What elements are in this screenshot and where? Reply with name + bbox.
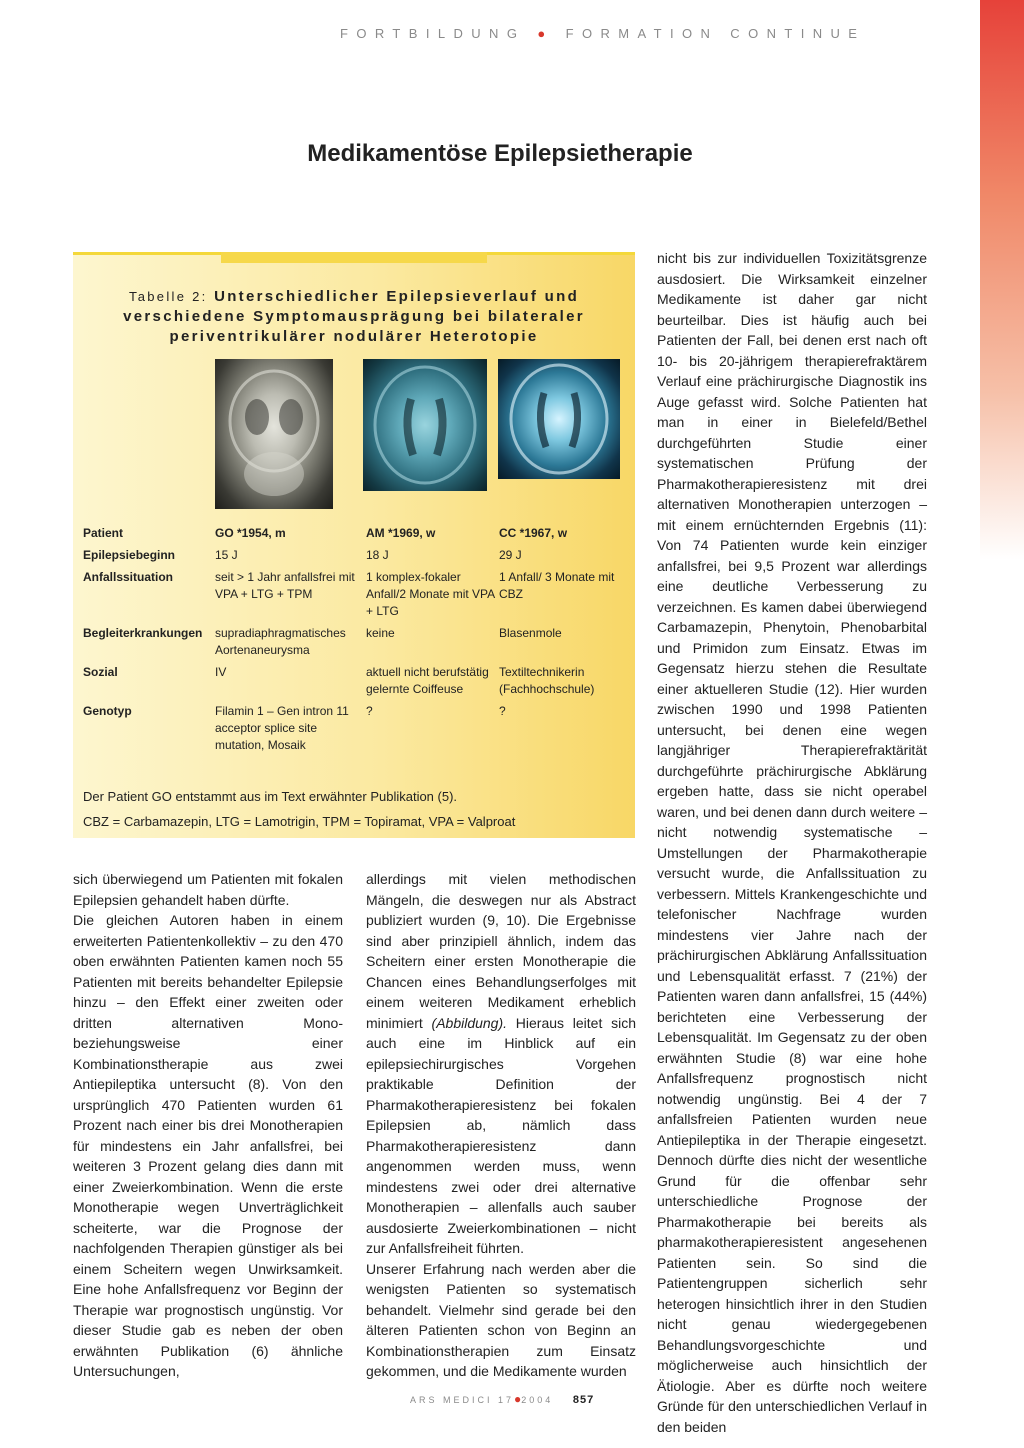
table-row [83,547,623,569]
table-cell: Filamin 1 – Gen intron 11 acceptor splice site mutation, Mosaik [215,704,349,752]
table-box [73,252,635,838]
table-caption [73,287,635,347]
figure-reference: (Abbildung). [431,1014,508,1031]
paragraph: nicht bis zur individuellen Toxizitätsgrenze ausdosiert. Die Wirksamkeit einzelner Medikamente ist daher gar nicht beurteilbar. Dies ist häufig auch bei Patienten der Fall, bei denen erst nach oft 10- bis 20-jährigem therapierefraktärem Verlauf eine prächirurgische Diagnostik ins Auge gefasst wird. Solche Patienten hat man in einer in Bielefeld/Bethel durchgeführten Studie einer systematischen Prüfung der Pharmakotherapieresistenz mit drei alternativen Monotherapien unterzogen – mit einem ernüchternden Ergebnis (11): Von 74 Patienten wurde kein einziger anfallsfrei, bei 9,5 Prozent war allerdings eine deutliche Verbesserung zu verzeichnen. Es kamen dabei überwiegend Carbamazepin, Phenytoin, Phenobarbital und Primidon zum Einsatz. Etwas im Gegensatz hierzu stehen die Resultate einer aktuelleren Studie (12). Hier wurden zwischen 1990 und 1998 Patienten untersucht, bei denen eine wegen langjähriger Therapierefraktärität durchgeführte prächirurgische Abklärung ergeben hatte, dass sie nicht operabel waren, und bei denen dann durch weitere – nicht notwendig systematische – Umstellungen der Pharmakotherapie versucht wurde, die Anfallssituation zu verbessern. Mittels Krankengeschichte und telefonischer Nachfrage wurden mindestens vier Jahre nach der prächirurgischen Abklärung Anfallssituation und Lebensqualität erfasst. 7 (21%) der Patienten waren dann anfallsfrei, 15 (44%) berichteten eine Verbesserung der Lebensqualität. Im Gegensatz zu der oben erwähnten Studie (8) war eine hohe Anfallsfrequenz prognostisch nicht notwendig ungünstig. Bei 4 der 7 anfallsfreien Patienten wurden neue Antiepileptika in der Therapie eingesetzt. Dennoch dürfte dies nicht der wesentliche Grund für die offenbar sehr unterschiedliche Prognose der Pharmakotherapie bei bereits als pharmakotherapieresistent angesehenen Patienten sein. So sind die Patientengruppen sicherlich sehr heterogen hinsichtlich ihrer in den Studien nicht genau wiedergegebenen Behandlungsvorgeschichte und möglicherweise auch hinsichtlich der Ätiologie. Aber es dürfte noch weitere Gründe für den unterschiedlichen Verlauf in den beiden [657,250,927,1435]
journal-year: 2004 [521,1395,554,1405]
table-cell: Genotyp [83,704,132,718]
table-header-cell: CC *1967, w [499,526,568,540]
mri-axial-image-2 [498,359,620,479]
table-cell: IV [215,665,227,679]
paragraph-text: allerdings mit vielen methodischen Mängeln, die deswegen nur als Abstract publiziert wurden (9, 10). Die Ergebnisse sind aber prinzipiell ähnlich, indem das Scheitern einer ersten Monotherapie die Chancen eines Behandlungserfolges mit einem weiteren Medikament erheblich minimiert [366,871,636,1031]
table-cell: 1 Anfall/ 3 Monate mit CBZ [499,570,615,601]
table-cell: keine [366,626,395,640]
page-number: 857 [572,1394,595,1406]
table-cell: ? [499,704,506,718]
table-cell: aktuell nicht berufstätig gelernte Coiffeuse [366,665,489,696]
text-column-right [657,248,927,1437]
paragraph [366,869,636,1259]
table-footnote-origin: Der Patient GO entstammt aus im Text erwähnter Publikation (5). [83,789,458,804]
table-header-row [83,525,623,547]
table-header-cell: AM *1969, w [366,526,436,540]
mri-axial-image [363,359,487,491]
table-row [83,664,623,703]
table-cell: Epilepsiebeginn [83,548,176,562]
paragraph: sich überwiegend um Patienten mit fokalen Epilepsien gehandelt haben dürfte. [73,871,343,908]
table-cell: 29 J [499,548,522,562]
text-column-left [73,869,343,1382]
bullet-dot-icon: ● [537,26,554,41]
table-caption-label: Tabelle 2: [128,289,208,304]
bullet-dot-icon: ● [514,1392,522,1406]
table-caption-text: Unterschiedlicher Epilepsieverlauf und verschiedene Symptomausprägung bei bilateraler periventrikulärer nodulärer Heterotopie [123,288,585,345]
table-header-cell: GO *1954, m [215,526,286,540]
text-column-middle [366,869,636,1382]
table-row [83,569,623,625]
patient-table [83,525,623,759]
table-tab-strip [221,252,487,263]
decorative-side-bar [980,0,1024,560]
article-title: Medikamentöse Epilepsietherapie [307,140,693,167]
table-cell: Sozial [83,665,118,679]
section-header-left: FORTBILDUNG [340,26,526,41]
table-header-cell: Patient [83,526,124,540]
table-cell: seit > 1 Jahr anfallsfrei mit VPA + LTG + TPM [215,570,355,601]
section-header-right: FORMATION CONTINUE [565,26,866,41]
table-row [83,703,623,759]
table-cell: Begleiterkrankungen [83,626,203,640]
page-footer [410,1392,594,1406]
table-cell: ? [366,704,373,718]
mri-coronal-image [215,359,333,509]
table-cell: Blasenmole [499,626,562,640]
paragraph-text: Hieraus leitet sich auch eine im Hinblick auf ein epilepsiechirurgisches Vorgehen praktikable Definition der Pharmakotherapieresistenz bei fokalen Epilepsien ab, nämlich dass Pharmakotherapieresistenz dann angenommen werden muss, wenn mindestens zwei oder drei alternative Monotherapien – allenfalls auch sauber ausdosierte Zweierkombinationen – nicht zur Anfallsfreiheit führten. [366,1014,636,1256]
table-cell: 1 komplex-fokaler Anfall/2 Monate mit VPA + LTG [366,570,495,618]
table-footnote-abbreviations: CBZ = Carbamazepin, LTG = Lamotrigin, TPM = Topiramat, VPA = Valproat [83,814,516,829]
journal-name: ARS MEDICI 17 [410,1395,515,1405]
table-cell: supradiaphragmatisches Aortenaneurysma [215,626,346,657]
section-header [340,26,940,41]
table-cell: 18 J [366,548,389,562]
table-cell: Anfallssituation [83,570,174,584]
table-row [83,625,623,664]
paragraph: Die gleichen Autoren haben in einem erweiterten Patientenkollektiv – zu den 470 oben erwähnten Patienten kamen noch 55 Patienten mit bereits behandelter Epilepsie hinzu – den Effekt einer zweiten oder dritten alternativen Mono- beziehungsweise einer Kombinationstherapie aus zwei Antiepileptika untersucht (8). Von den ursprünglich 470 Patienten wurden 61 Prozent nach einer bis drei Monotherapien für mindestens ein Jahr anfallsfrei, bei weiteren 3 Prozent gelang dies dann mit einer Zweierkombination. Wenn die erste Monotherapie wegen Unverträglichkeit scheiterte, war die Prognose der nachfolgenden Therapien günstiger als bei einem Scheitern wegen Unwirksamkeit. Eine hohe Anfallsfrequenz vor Beginn der Therapie war prognostisch ungünstig. Vor dieser Studie gab es neben der oben erwähnten Publikation (6) ähnliche Untersuchungen, [73,912,343,1379]
paragraph: Unserer Erfahrung nach werden aber die wenigsten Patienten so systematisch behandelt. Vielmehr sind gerade bei den älteren Patienten schon von Beginn an Kombinationstherapien zum Einsatz gekommen, und die Medikamente wurden [366,1260,636,1379]
table-cell: 15 J [215,548,238,562]
table-cell: Textiltechnikerin (Fachhochschule) [499,665,595,696]
